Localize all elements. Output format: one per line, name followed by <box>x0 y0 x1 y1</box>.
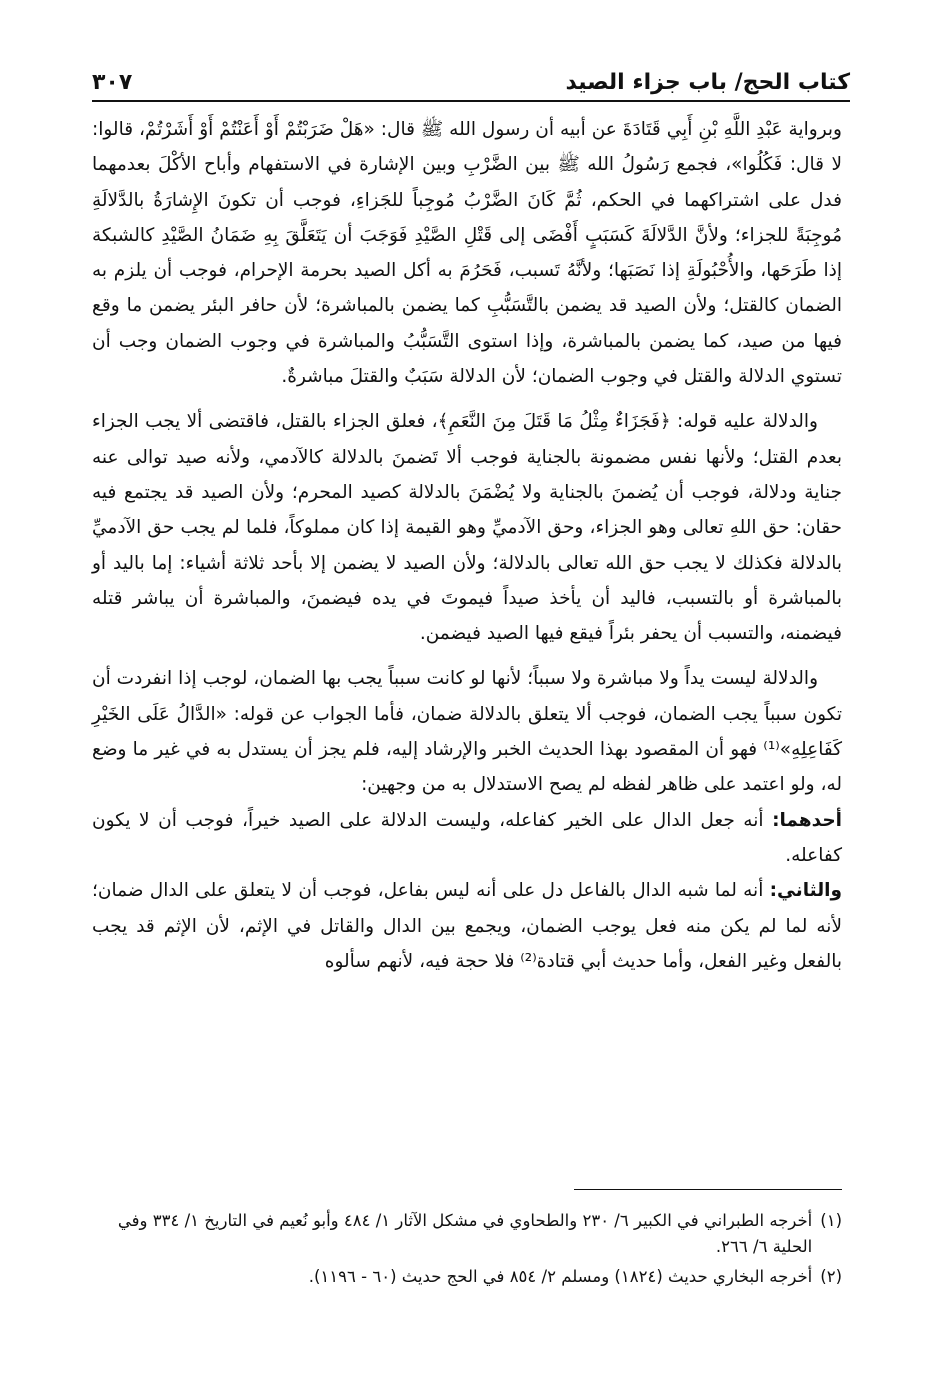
paragraph-4-lead: أحدهما: <box>772 809 842 831</box>
footnote-1 <box>92 1208 842 1260</box>
paragraph-5 <box>92 873 842 979</box>
footnote-2-number: (٢) <box>820 1267 842 1286</box>
paragraph-5-lead: والثاني: <box>769 880 842 902</box>
paragraph-4 <box>92 803 842 874</box>
page-number: ٣٠٧ <box>92 70 133 95</box>
chapter-title: كتاب الحج/ باب جزاء الصيد <box>565 70 850 95</box>
paragraph-4-text: أنه جعل الدال على الخير كفاعله، وليست الدلالة على الصيد خيراً، فوجب أن لا يكون كفاعله. <box>92 809 842 866</box>
footnote-2 <box>92 1264 842 1290</box>
footnote-rule <box>574 1189 842 1190</box>
paragraph-3 <box>92 661 842 802</box>
header-rule <box>92 100 850 102</box>
paragraph-3-text: والدلالة ليست يداً ولا مباشرة ولا سبباً؛ لأنها لو كانت سبباً يجب بها الضمان، لوجب إذا انفردت أن تكون سبباً يجب الضمان، فوجب ألا يتعلق بالدلالة ضمان، فأما الجواب عن قوله: «الدَّالُ عَلَى الخَيْرِ كَفَاعِلِهِ»⁽¹⁾ فهو أن المقصود بهذا الحديث الخبر والإرشاد إليه، فلم يجز أن يستدل به في غير ما وضع له، ولو اعتمد على ظاهر لفظه لم يصح الاستدلال به من وجهين: <box>92 668 842 796</box>
footnote-2-text: أخرجه البخاري حديث (١٨٢٤) ومسلم ٢/ ٨٥٤ في الحج حديث (٦٠ - ١١٩٦). <box>308 1267 813 1286</box>
paragraph-2 <box>92 404 842 651</box>
footnotes <box>92 1208 842 1294</box>
paragraph-5-text: أنه لما شبه الدال بالفاعل دل على أنه ليس بفاعل، فوجب أن لا يتعلق على الدال ضمان؛ لأنه لما لم يكن منه فعل يوجب الضمان، ويجمع بين الدال والقاتل في الإثم، لأن الإثم قد يجب بالفعل وغير الفعل، وأما حديث أبي قتادة⁽²⁾ فلا حجة فيه، لأنهم سألوه <box>92 880 842 972</box>
footnote-1-text: أخرجه الطبراني في الكبير ٦/ ٢٣٠ والطحاوي في مشكل الآثار ١/ ٤٨٤ وأبو نُعيم في التاريخ ١/ ٣٣٤ وفي الحلية ٦/ ٢٦٦. <box>117 1211 813 1256</box>
running-header <box>92 66 850 98</box>
main-text <box>92 112 842 979</box>
footnote-1-number: (١) <box>820 1211 842 1230</box>
paragraph-1-text: وبرواية عَبْدِ اللَّهِ بْنِ أَبِي قَتَادَةَ عن أبيه أن رسول الله ﷺ قال: «هَلْ ضَرَبْتُمْ أَوْ أَعَنْتُمْ أَوْ أَشَرْتُمْ، قالوا: لا قال: فَكُلُوا»، فجمع رَسُولُ الله ﷺ بين الضَّرْبِ وبين الإشارة في الاستفهام وأباح الأكْلَ بعدمهما فدل على اشتراكهما في الحكم، ثُمَّ كَانَ الضَّرْبُ مُوجِباً للجَزاءِ، فوجب أن تكونَ الإِشارَةُ بالدَّلالَةِ مُوجِبَةً للجزاء؛ ولأنَّ الدَّلالَةَ كَسَبَبٍ أَفْضَى إلى قَتْلِ الصَّيْدِ فَوَجَبَ أن يَتَعَلَّقَ بِهِ ضَمَانُ الصَّيْدِ كالشبكة إذا طَرَحَها، والأُحْبُولَةِ إذا نَصَبَها؛ ولأنَّهُ تَسبب، فَحَرُمَ به أكل الصيد بحرمة الإحرام، فوجب أن يلزم به الضمان كالقتل؛ ولأن الصيد قد يضمن بالتَّسَبُّبِ كما يضمن بالمباشرة؛ لأن حافر البئر يضمن ما وقع فيها من صيد، كما يضمن بالمباشرة، وإذا استوى التَّسَبُّبُ والمباشرة في وجوب الضمان وجب أن تستوي الدلالة والقتل في وجوب الضمان؛ لأن الدلالة سَبَبٌ والقتلَ مباشرةٌ. <box>92 119 842 388</box>
paragraph-1 <box>92 112 842 394</box>
paragraph-2-text: والدلالة عليه قوله: ﴿فَجَزَاءٌ مِثْلُ مَا قَتَلَ مِنَ النَّعَمِ﴾، فعلق الجزاء بالقتل، فاقتضى ألا يجب الجزاء بعدم القتل؛ ولأنها نفس مضمونة بالجناية فوجب ألا تَضمنَ بالدلالة كالآدمي، ولأنه صيد توالى عنه جناية ودلالة، فوجب أن يُضمنَ بالجناية ولا يُضْمَنَ بالدلالة كصيد المحرم؛ ولأن الصيد قد يجتمع فيه حقان: حق اللهِ تعالى وهو الجزاء، وحق الآدميِّ وهو القيمة إذا كان مملوكاً، فلما لم يجب حق الآدميِّ بالدلالة فكذلك لا يجب حق الله تعالى بالدلالة؛ ولأن الصيد لا يضمن إلا بأحد ثلاثة أشياء: إما باليد أو بالمباشرة أو بالتسبب، فاليد أن يأخذ صيداً فيموتَ في يده فيضمنَ، والمباشرة أن يباشر قتله فيضمنه، والتسبب أن يحفر بئراً فيقع فيها الصيد فيضمن. <box>92 411 842 645</box>
